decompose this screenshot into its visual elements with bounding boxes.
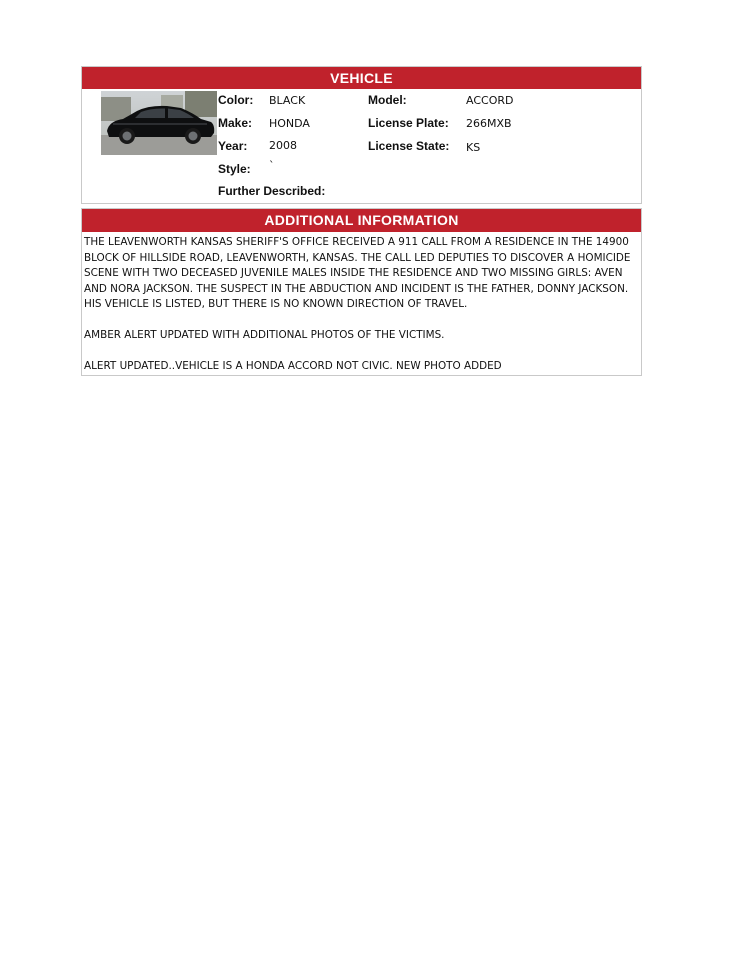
info-paragraph: THE LEAVENWORTH KANSAS SHERIFF'S OFFICE RECEIVED A 911 CALL FROM A RESIDENCE IN THE 14900 BLOCK OF HILLSIDE ROAD, LEAVENWORTH, KANSAS. THE CALL LED DEPUTIES TO DISCOVER A HOMICIDE SCENE WITH TWO DECEASED JUVENILE MALES INSIDE THE RESIDENCE AND TWO MISSING GIRLS: AVEN AND NORA JACKSON. THE SUSPECT IN THE ABDUCTION AND INCIDENT IS THE FATHER, DONNY JACKSON. HIS VEHICLE IS LISTED, BUT THERE IS NO KNOWN DIRECTION OF TRAVEL. [84,236,631,310]
color-label: Color: [218,93,254,107]
style-label: Style: [218,162,251,176]
additional-info-panel [81,208,642,376]
further-described-label: Further Described: [218,184,326,198]
license-plate-label: License Plate: [368,116,449,130]
license-state-value: KS [466,141,481,154]
info-paragraph: ALERT UPDATED..VEHICLE IS A HONDA ACCORD NOT CIVIC. NEW PHOTO ADDED [84,360,502,372]
model-label: Model: [368,93,407,107]
make-label: Make: [218,116,253,130]
make-value: HONDA [269,117,310,130]
additional-info-header: ADDITIONAL INFORMATION [82,209,641,232]
license-plate-value: 266MXB [466,117,512,130]
model-value: ACCORD [466,94,514,107]
license-state-label: License State: [368,139,450,153]
vehicle-panel [81,66,642,204]
car-photo-icon [101,91,217,155]
year-label: Year: [218,139,248,153]
info-paragraph: AMBER ALERT UPDATED WITH ADDITIONAL PHOTOS OF THE VICTIMS. [84,329,445,341]
year-value: 2008 [269,139,297,152]
color-value: BLACK [269,94,306,107]
style-value: ` [269,159,275,172]
car-photo [101,91,217,155]
additional-info-body [82,232,641,375]
vehicle-header: VEHICLE [82,67,641,89]
